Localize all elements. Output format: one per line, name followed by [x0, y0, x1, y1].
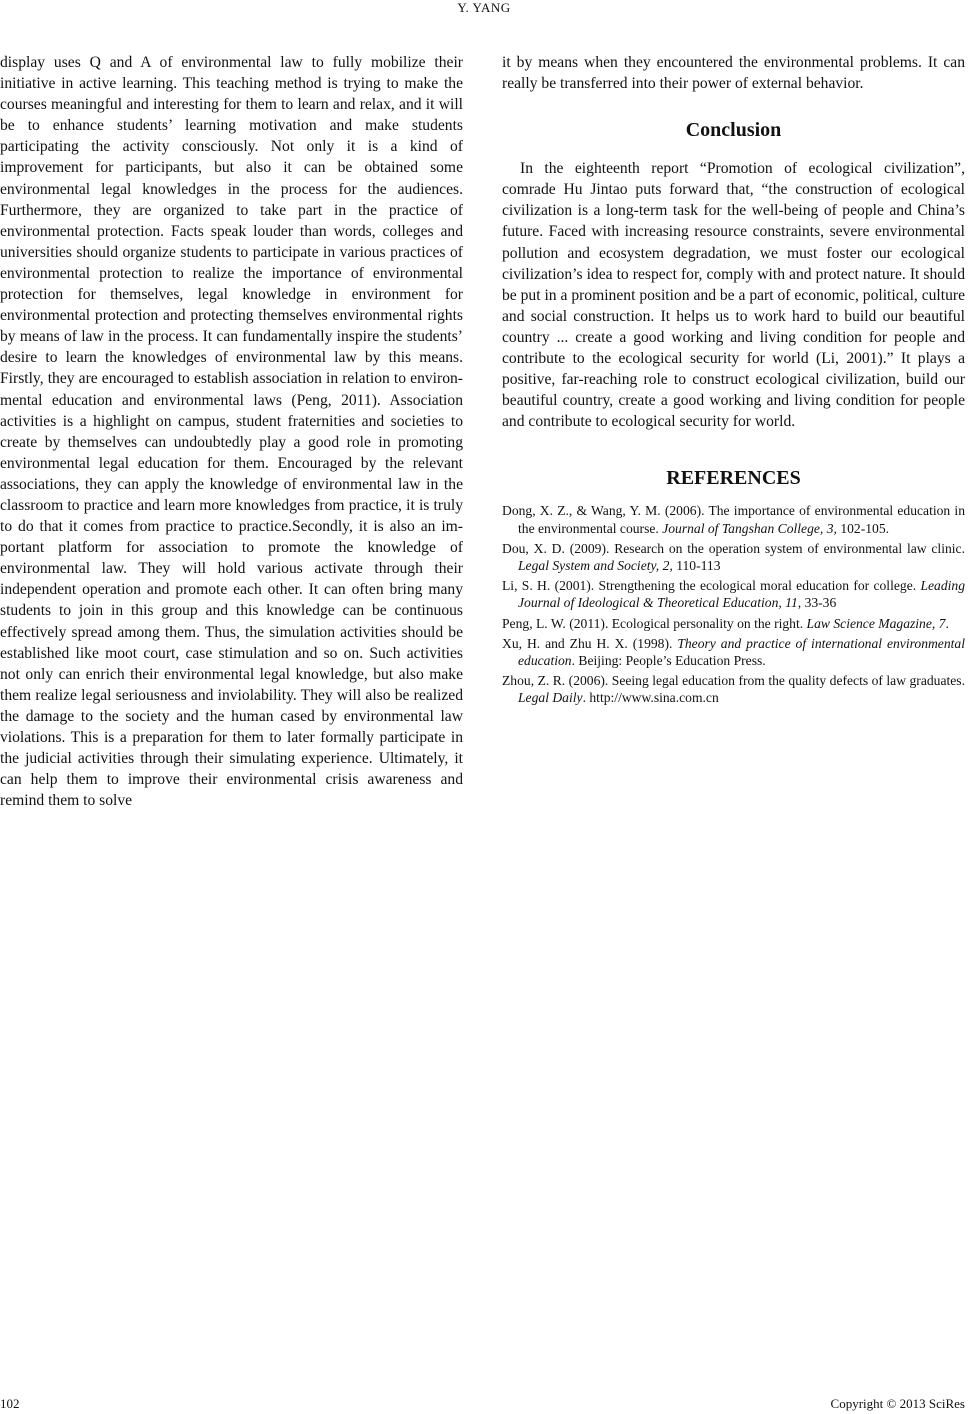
reference-item: Xu, H. and Zhu H. X. (1998). Theory and practice of international environmental education. Beijing: People’s Education Press.: [502, 635, 965, 669]
references-heading: REFERENCES: [666, 467, 801, 490]
reference-item: Li, S. H. (2001). Strengthening the ecological moral education for college. Leading Journal of Ideological & Theoretical Education, 11, 33-36: [502, 578, 965, 611]
continuation-paragraph: it by means when they encountered the environmental problems. It can really be transferred into their power of external behavior.: [502, 54, 965, 93]
left-column: [0, 52, 463, 811]
running-head: Y. YANG: [457, 0, 511, 15]
reference-item: Dou, X. D. (2009). Research on the operation system of environmental law clinic. Legal System and Society, 2, 110-113: [502, 540, 965, 574]
reference-list: [502, 502, 965, 706]
reference-item: Zhou, Z. R. (2006). Seeing legal education from the quality defects of law graduates. Legal Daily. http://www.sina.com.cn: [502, 673, 965, 706]
conclusion-heading: Conclusion: [685, 119, 782, 142]
body-paragraph: display uses Q and A of environmental law to fully mobilize their initiative in active learning. This teaching method is trying to make the courses meaningful and interesting for them to learn and relax, and it will be to enhance students’ learning motivation and make students participating the activity consciously. Not only it is a kind of improvement for participants, but also it can be obtained some environmental legal knowledges in the process for the audiences. Furthermore, they are organized to take part in the practice of environmental protection. Facts speak louder than words, colleges and universities should organize students to participate in various practices of environmental protection to realize the importance of environmental protection for themselves, legal knowledge in environment for environmental protection and protecting themselves environmental rights by means of law in the process. It can fundamentally inspire the students’ desire to learn the knowledges of environmental law by this means. Firstly, they are encouraged to establish association in relation to environmental education and environmental laws (Peng, 2011). Association activities is a highlight on campus, student fraternities and societies to create by themselves can undoubtedly play a good role in promoting environmental legal education for them. Encouraged by the relevant associations, they can apply the knowledge of environmental law in the classroom to practice and learn more knowledges from practice, it is truly to do that it comes from practice to practice.Secondly, it is also an important platform for association to promote the knowledge of environmental law. They will hold various activate through their independent operation and promote each other. It can often bring many students to join in this group and this knowledge can be continuous effectively spread among them. Thus, the simulation activities should be established like moot court, case stimulation and so on. Such activities not only can enrich their environmental legal knowledge, but also make them realize legal seriousness and inviolability. They will also be realized the damage to the society and the human cased by environmental law violations. This is a preparation for them to later formally participate in the judicial activities through their simulating experience. Ultimately, it can help them to improve their environmental crisis awareness and remind them to solve: [0, 54, 463, 810]
conclusion-paragraph: In the eighteenth report “Promotion of ecological civilization”, comrade Hu Jintao puts forward that, “the construction of ecological civilization is a long-term task for the well-being of people and China’s future. Faced with increasing resource constraints, severe environmental pollution and ecosystem degradation, we must foster our ecological civilization’s idea to respect for, comply with and protect nature. It should be put in a prominent position and be a part of economic, political, culture and social construction. It helps us to work hard to build our beautiful country ... create a good working and living condition for people and contribute to the ecological security for world (Li, 2001).” It plays a positive, far-reaching role to construct ecological civilization, build our beautiful country, create a good working and living condition for people and contribute to ecological security for world.: [502, 160, 965, 431]
copyright-notice: Copyright © 2013 SciRes: [830, 1396, 965, 1411]
page-number: 102: [0, 1396, 20, 1411]
reference-item: Dong, X. Z., & Wang, Y. M. (2006). The importance of environmental education in the environmental course. Journal of Tangshan College, 3, 102-105.: [502, 503, 965, 536]
right-column: [502, 52, 965, 710]
reference-item: Peng, L. W. (2011). Ecological personality on the right. Law Science Magazine, 7.: [502, 615, 949, 631]
